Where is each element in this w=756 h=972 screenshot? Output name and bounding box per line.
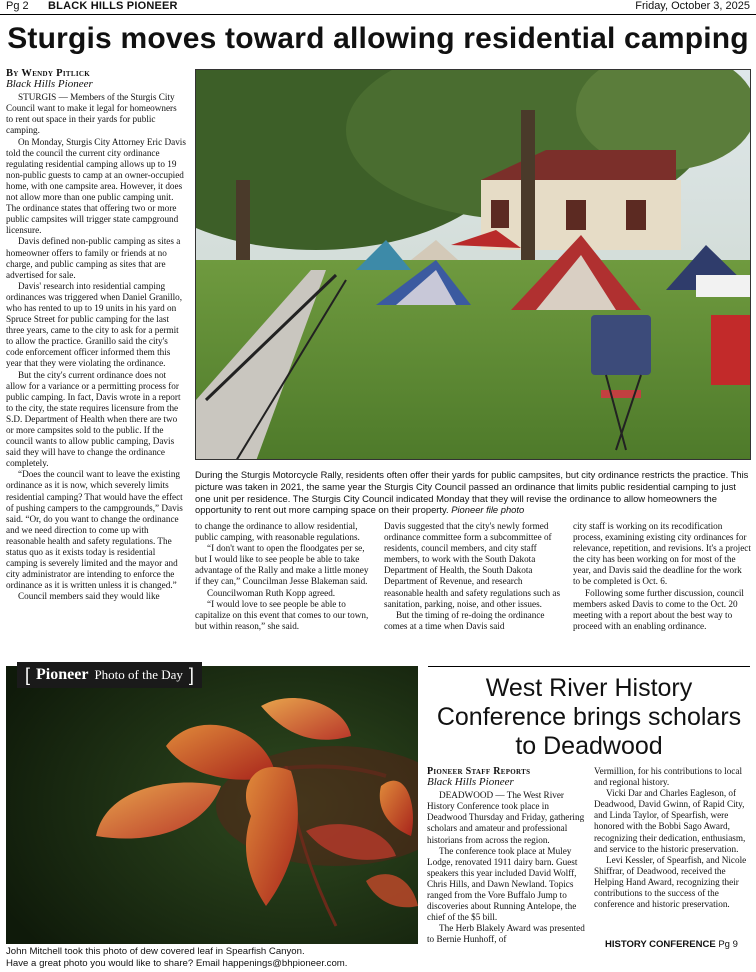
paragraph: “Does the council want to leave the existing ordinance as it is now, which severely limits residential camping? That would have the effect of pushing campers to the campgrounds,” Davis said. “Or, do you want to change the ordinance and we need direction to come up with reasonable health and safety regulations. The status quo as it exists today is residential camping is severely limited and the mayor and city administrator are intending to enforce the ordinance as it is written unless it is changed.” xyxy=(6,469,183,591)
paragraph: Levi Kessler, of Spearfish, and Nicole Shiffrar, of Deadwood, received the Helping Hand Award, recognizing their contributions to the success of the conference and historic preservation. xyxy=(594,854,747,910)
section-rule xyxy=(428,666,750,667)
paper-name: BLACK HILLS PIONEER xyxy=(48,0,178,12)
photo-of-the-day-image xyxy=(6,666,418,944)
photo-credit: Pioneer file photo xyxy=(451,504,525,516)
west-river-paragraphs-1 xyxy=(427,790,585,945)
paragraph: Council members said they would like xyxy=(18,591,160,602)
paragraph: Vermillion, for his contributions to local and regional history. xyxy=(594,766,742,788)
story-column-3 xyxy=(384,521,563,632)
photo-of-day-label-text: Photo of the Day xyxy=(94,667,183,682)
paragraph: But the city's current ordinance does not allow for a variance or a permitting process for public camping. In fact, Davis wrote in a report to the city, the state requires licensure from the S.D. Department of Health when there are two or more campsites sold to the public. If the council wants to allow public camping, Davis said they will have to change the ordinance completely. xyxy=(6,369,181,469)
west-river-headline: West River History Conference brings scholars to Deadwood xyxy=(436,674,742,760)
publication-date: Friday, October 3, 2025 xyxy=(635,0,750,12)
bracket-close: ] xyxy=(188,664,194,685)
paragraph: Davis suggested that the city's newly formed ordinance committee form a subcommittee of residents, council members, and city staff members, to work with the South Dakota Department of Health, the South Dakota Department of Revenue, and research reasonable health and safety regulations such as sanitation, parking, noise, and other issues. xyxy=(384,521,561,609)
jump-label: HISTORY CONFERENCE xyxy=(605,939,716,950)
paragraph: Following some further discussion, council members asked Davis to come to the Oct. 20 meeting with a report about the best way to proceed with an enabling ordinance. xyxy=(573,587,744,631)
paragraph: On Monday, Sturgis City Attorney Eric Davis told the council the current city ordinance regulating residential camping allows up to 19 non-public guests to camp at an owner-occupied home, with one campsite area. However, it does not allow more than one public camping unit. The ordinance states that offering two or more public campsites will trigger state campground licensure. xyxy=(6,136,186,236)
story-column-4 xyxy=(573,521,751,632)
caption-line-2: Have a great photo you would like to share? Email happenings@bhpioneer.com. xyxy=(6,958,348,969)
west-river-column-1 xyxy=(427,766,585,946)
west-river-source: Black Hills Pioneer xyxy=(427,776,514,789)
jump-page: Pg 9 xyxy=(718,939,738,950)
page-number: Pg 2 xyxy=(6,0,29,12)
paragraph: The conference took place at Muley Lodge, renovated 1911 dairy barn. Guest speakers this year included David Wolff, Chris Hills, and Dawn Newland. Topics ranged from the Vore Buffalo Jump to discoveries about Running Antelope, the chief of the $5 bill. xyxy=(427,845,578,923)
story-column-1 xyxy=(6,68,186,603)
paragraph: Davis defined non-public camping as sites a homeowner offers to family or friends at no charge, and public camping as sites that are advertised for sale. xyxy=(6,236,181,280)
photo-caption xyxy=(195,469,751,516)
byline-source: Black Hills Pioneer xyxy=(6,78,93,91)
caption-line-1: John Mitchell took this photo of dew covered leaf in Spearfish Canyon. xyxy=(6,946,305,957)
west-river-byline: Pioneer Staff Reports xyxy=(427,766,531,777)
paragraph: STURGIS — Members of the Sturgis City Council want to make it legal for homeowners to rent out space in their yards for public camping. xyxy=(6,92,177,136)
caption-text: During the Sturgis Motorcycle Rally, residents often offer their yards for public campsites, but city ordinance restricts the practice. This picture was taken in 2021, the same year the Sturgis City Council passed an ordinance that limits public residential camping to just one unit per residence. The Sturgis City Council indicated Monday that they will revise the ordinance to allow homeowners the opportunity to rent out more camping space on their property. xyxy=(195,469,749,516)
paragraph: “I don't want to open the floodgates per se, but I would like to see people be able to take advantage of the Rally and make a little money if they can,” Councilman Jesse Blakeman said. xyxy=(195,543,369,587)
paragraph: city staff is working on its recodification process, examining existing city ordinances for relevance, repetition, and revisions. It's a project the city has been working on for most of the year, and Davis said the deadline for the work to be completed is Oct. 6. xyxy=(573,521,751,587)
paragraph: But the timing of re-doing the ordinance comes at a time when Davis said xyxy=(384,609,545,631)
jump-line xyxy=(605,939,738,950)
photo-of-the-day-label xyxy=(17,662,202,688)
paragraph: to change the ordinance to allow residential, public camping, with reasonable regulations. xyxy=(195,521,360,543)
paragraph: Vicki Dar and Charles Eagleson, of Deadwood, David Gwinn, of Rapid City, and Linda Taylor, of Spearfish, were honored with the Bobbi Sago Award, recognizing their dedication, enthusiasm, and service to the historic preservation. xyxy=(594,788,746,854)
main-headline: Sturgis moves toward allowing residential camping xyxy=(7,22,749,55)
header-rule xyxy=(0,14,756,15)
paragraph: Councilwoman Ruth Kopp agreed. xyxy=(207,587,336,598)
camping-photo xyxy=(195,69,751,460)
story-column-2 xyxy=(195,521,374,632)
byline: By Wendy Pitlick xyxy=(6,68,90,79)
bracket-open: [ xyxy=(25,664,31,685)
paragraph: “I would love to see people be able to capitalize on this event that comes to our town, but within reason,” she said. xyxy=(195,598,369,631)
column-paragraphs xyxy=(6,92,186,602)
west-river-column-2 xyxy=(594,766,750,910)
pioneer-brand: Pioneer xyxy=(36,666,89,683)
paragraph: DEADWOOD — The West River History Conference took place in Deadwood Thursday and Friday, gathering scholars and amateur and professional historians from across the region. xyxy=(427,790,585,845)
paragraph: Davis' research into residential camping ordinances was triggered when Daniel Granillo, who has rented to up to 19 units in his yard on Spruce Street for public camping for the last three years, came to the city to ask for a permit to allow the practice. Granillo said the city's code enforcement officer informed them this year that they were violating the ordinance. xyxy=(6,280,183,369)
photo-of-the-day-caption xyxy=(6,946,426,970)
paragraph: The Herb Blakely Award was presented to Bernie Hunhoff, of xyxy=(427,923,585,945)
